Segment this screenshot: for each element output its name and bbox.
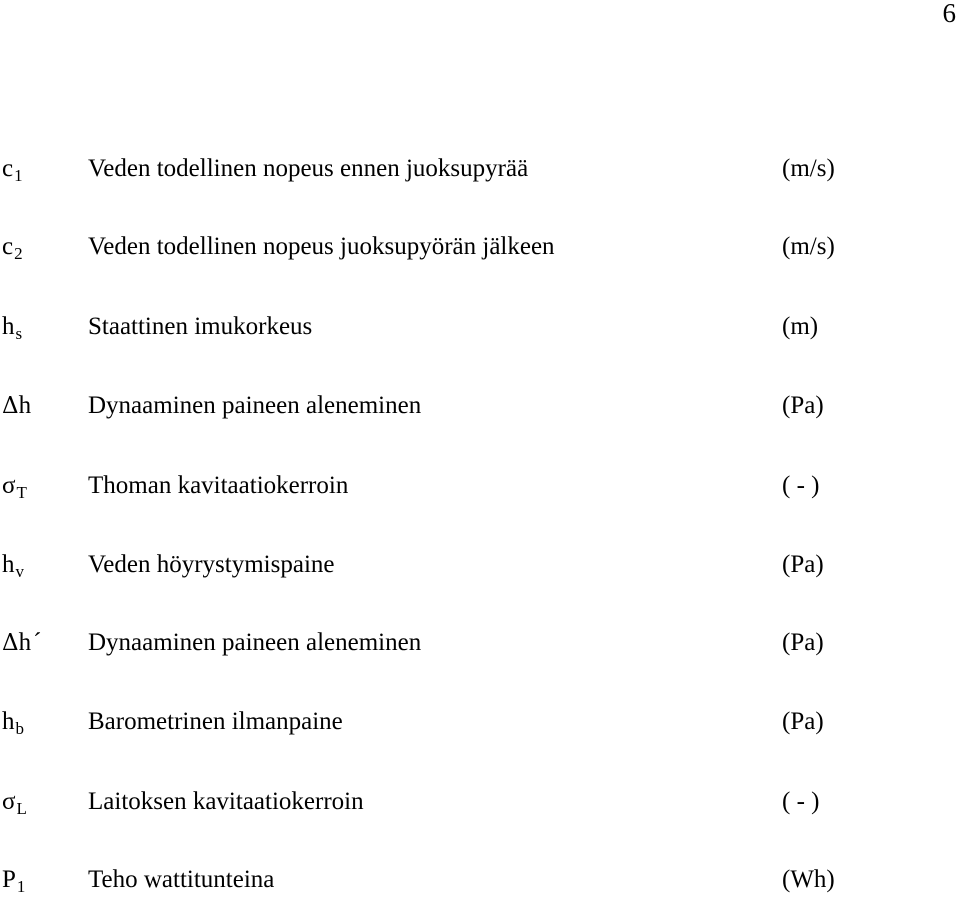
symbol-unit: (Pa) bbox=[782, 629, 824, 656]
symbol-subscript: 2 bbox=[14, 244, 23, 263]
symbol-description: Thoman kavitaatiokerroin bbox=[88, 472, 349, 499]
symbol-row-c2 bbox=[0, 230, 960, 264]
symbol-description: Barometrinen ilmanpaine bbox=[88, 708, 343, 735]
symbol-description: Veden höyrystymispaine bbox=[88, 551, 335, 578]
symbol-description: Staattinen imukorkeus bbox=[88, 313, 313, 340]
delta-glyph: Δ bbox=[2, 393, 19, 419]
symbol-subscript: 1 bbox=[14, 166, 23, 185]
symbol-description: Veden todellinen nopeus ennen juoksupyrää bbox=[88, 155, 529, 182]
symbol-subscript: 1 bbox=[16, 877, 26, 896]
prime-mark: ´ bbox=[33, 629, 42, 656]
symbol: $h_s$ bbox=[2, 313, 23, 343]
symbol-row-delta-h bbox=[0, 389, 960, 423]
symbol-unit: ( - ) bbox=[782, 788, 820, 815]
symbol-unit: (Pa) bbox=[782, 392, 824, 419]
symbol-description: Laitoksen kavitaatiokerroin bbox=[88, 788, 364, 815]
symbol: $P_1$ bbox=[2, 866, 26, 896]
symbol: $c_2$ bbox=[2, 233, 23, 263]
symbol-row-hs bbox=[0, 310, 960, 344]
symbol: Δh´ bbox=[2, 629, 42, 656]
symbol-unit: (m/s) bbox=[782, 155, 835, 182]
symbol-row-delta-h-prime bbox=[0, 626, 960, 660]
symbol: $h_v$ bbox=[2, 551, 24, 581]
symbol-subscript: v bbox=[15, 562, 24, 581]
symbol-unit: (Pa) bbox=[782, 708, 824, 735]
symbol-unit: (m) bbox=[782, 313, 819, 340]
symbol-description: Teho wattitunteina bbox=[88, 866, 275, 893]
symbol-unit: (Pa) bbox=[782, 551, 824, 578]
symbol-subscript: s bbox=[15, 324, 23, 343]
symbol-unit: (Wh) bbox=[782, 866, 835, 893]
symbol-description: Dynaaminen paineen aleneminen bbox=[88, 629, 422, 656]
symbol: Δh bbox=[2, 392, 32, 419]
symbol-unit: (m/s) bbox=[782, 233, 835, 260]
symbol-row-p1 bbox=[0, 863, 960, 897]
symbol-subscript: L bbox=[16, 799, 27, 818]
symbol-row-c1 bbox=[0, 152, 960, 186]
delta-glyph: Δ bbox=[2, 630, 19, 656]
symbol-unit: ( - ) bbox=[782, 472, 820, 499]
symbol: $h_b$ bbox=[2, 708, 24, 738]
symbol-subscript: T bbox=[16, 483, 27, 502]
symbol-description: Dynaaminen paineen aleneminen bbox=[88, 392, 422, 419]
symbol-row-hb bbox=[0, 705, 960, 739]
symbol-subscript: b bbox=[15, 719, 24, 738]
symbol-row-sigma-t bbox=[0, 469, 960, 503]
symbol: $\sigma_L$ bbox=[2, 788, 27, 818]
symbol-description: Veden todellinen nopeus juoksupyörän jälkeen bbox=[88, 233, 555, 260]
symbol-row-hv bbox=[0, 548, 960, 582]
symbol: $c_1$ bbox=[2, 155, 23, 185]
symbol-row-sigma-l bbox=[0, 785, 960, 819]
symbol: $\sigma_T$ bbox=[2, 472, 27, 502]
page-number: 6 bbox=[942, 0, 956, 28]
